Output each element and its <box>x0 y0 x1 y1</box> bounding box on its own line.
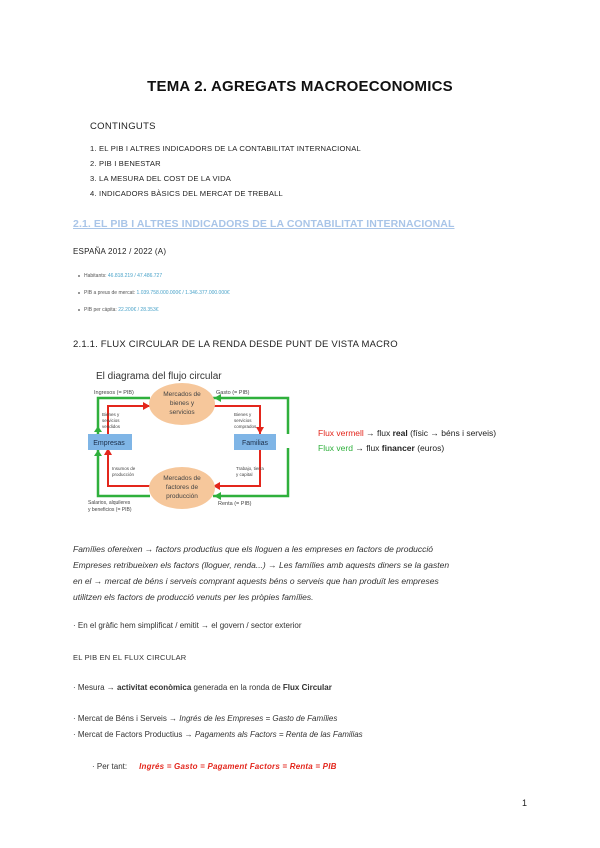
paragraph-line: Famílies ofereixen → factors productius que els lloguen a les empreses en factors de producció <box>73 544 434 554</box>
circular-flow-diagram <box>88 366 308 516</box>
bullet-dot <box>78 309 80 311</box>
section-1-heading: 2.1. EL PIB I ALTRES INDICADORS DE LA CONTABILITAT INTERNACIONAL <box>73 218 455 230</box>
arrow-icon <box>94 426 102 432</box>
market-line: · Mercat de Factors Productius → Pagaments als Factors = Renta de las Familias <box>73 730 363 739</box>
paragraph-line: en el → mercat de béns i serveis comprant aquests béns o serveis que han produït les empreses <box>73 576 439 586</box>
spain-subheading: ESPAÑA 2012 / 2022 (A) <box>73 247 167 256</box>
svg-text:factores de: factores de <box>165 484 199 491</box>
svg-text:producción: producción <box>112 472 135 477</box>
arrow-icon <box>256 427 264 434</box>
svg-text:Salarios, alquileres: Salarios, alquileres <box>88 500 131 506</box>
bullet-dot <box>78 275 80 277</box>
conclusion-line: · Per tant: Ingrés = Gasto = Pagament Factors = Renta = PIB <box>92 762 337 771</box>
toc-item: 3. LA MESURA DEL COST DE LA VIDA <box>90 174 232 183</box>
contents-heading: CONTINGUTS <box>90 121 156 132</box>
measure-line: · Mesura → activitat econòmica generada en la ronda de Flux Circular <box>73 683 332 692</box>
pib-heading: EL PIB EN EL FLUX CIRCULAR <box>73 653 187 662</box>
svg-text:vendidos: vendidos <box>102 424 121 429</box>
svg-text:Mercados de: Mercados de <box>163 475 201 482</box>
svg-text:Gasto (= PIB): Gasto (= PIB) <box>216 390 250 396</box>
svg-text:Trabajo, tierra: Trabajo, tierra <box>236 466 264 471</box>
svg-text:Empresas: Empresas <box>93 440 125 447</box>
table-of-contents <box>90 141 361 201</box>
svg-text:Insumos de: Insumos de <box>112 466 136 471</box>
arrow-icon <box>143 402 150 410</box>
flux-financer-legend: Flux verd → flux financer (euros) <box>318 443 445 453</box>
bullet-dot <box>78 292 80 294</box>
page-title: TEMA 2. AGREGATS MACROECONOMICS <box>147 78 453 95</box>
bullet-habitants: Habitants: 46.818.219 / 47.486.727 <box>78 273 162 279</box>
bullet-pib-capita: PIB per càpita: 22.200€ / 28.353€ <box>78 307 159 313</box>
svg-text:servicios: servicios <box>169 409 195 416</box>
svg-text:y capital: y capital <box>236 472 253 477</box>
svg-text:Bienes y: Bienes y <box>234 412 252 417</box>
svg-text:y beneficios (= PIB): y beneficios (= PIB) <box>88 507 132 513</box>
svg-text:Ingresos (= PIB): Ingresos (= PIB) <box>94 390 134 396</box>
pib-formula: Ingrés = Gasto = Pagament Factors = Renta = PIB <box>139 762 337 771</box>
toc-item: 2. PIB I BENESTAR <box>90 159 161 168</box>
arrow-icon <box>94 450 102 456</box>
simplified-note: · En el gràfic hem simplificat / emitit → el govern / sector exterior <box>73 621 302 630</box>
arrow-icon <box>214 492 221 500</box>
svg-text:servicios: servicios <box>234 418 252 423</box>
svg-text:comprados: comprados <box>234 424 257 429</box>
flux-real-legend: Flux vermell → flux real (físic → béns i serveis) <box>318 428 497 438</box>
svg-text:Mercados de: Mercados de <box>163 391 201 398</box>
diagram-title: El diagrama del flujo circular <box>96 371 222 382</box>
svg-text:Familias: Familias <box>241 440 269 447</box>
toc-item: 4. INDICADORS BÀSICS DEL MERCAT DE TREBALL <box>90 189 283 198</box>
page-number: 1 <box>522 798 528 808</box>
svg-text:bienes y: bienes y <box>169 400 195 407</box>
paragraph-line: utilitzen els factors de producció venuts per les pròpies famílies. <box>73 592 314 602</box>
svg-text:producción: producción <box>166 493 198 500</box>
market-line: · Mercat de Béns i Serveis → Ingrés de les Empreses = Gasto de Famílies <box>73 714 338 723</box>
section-2-heading: 2.1.1. FLUX CIRCULAR DE LA RENDA DESDE PUNT DE VISTA MACRO <box>73 339 398 350</box>
svg-text:Bienes y: Bienes y <box>102 412 120 417</box>
bullet-pib: PIB a preus de mercat: 1.039.758.000.000€ / 1.346.377.000.000€ <box>78 290 230 296</box>
svg-text:Renta (= PIB): Renta (= PIB) <box>218 501 252 507</box>
svg-text:servicios: servicios <box>102 418 120 423</box>
paragraph-line: Empreses retribueixen els factors (lloguer, renda...) → Les famílies amb aquests diners se la gasten <box>73 560 450 570</box>
toc-item: 1. EL PIB I ALTRES INDICADORS DE LA CONTABILITAT INTERNACIONAL <box>90 144 361 153</box>
